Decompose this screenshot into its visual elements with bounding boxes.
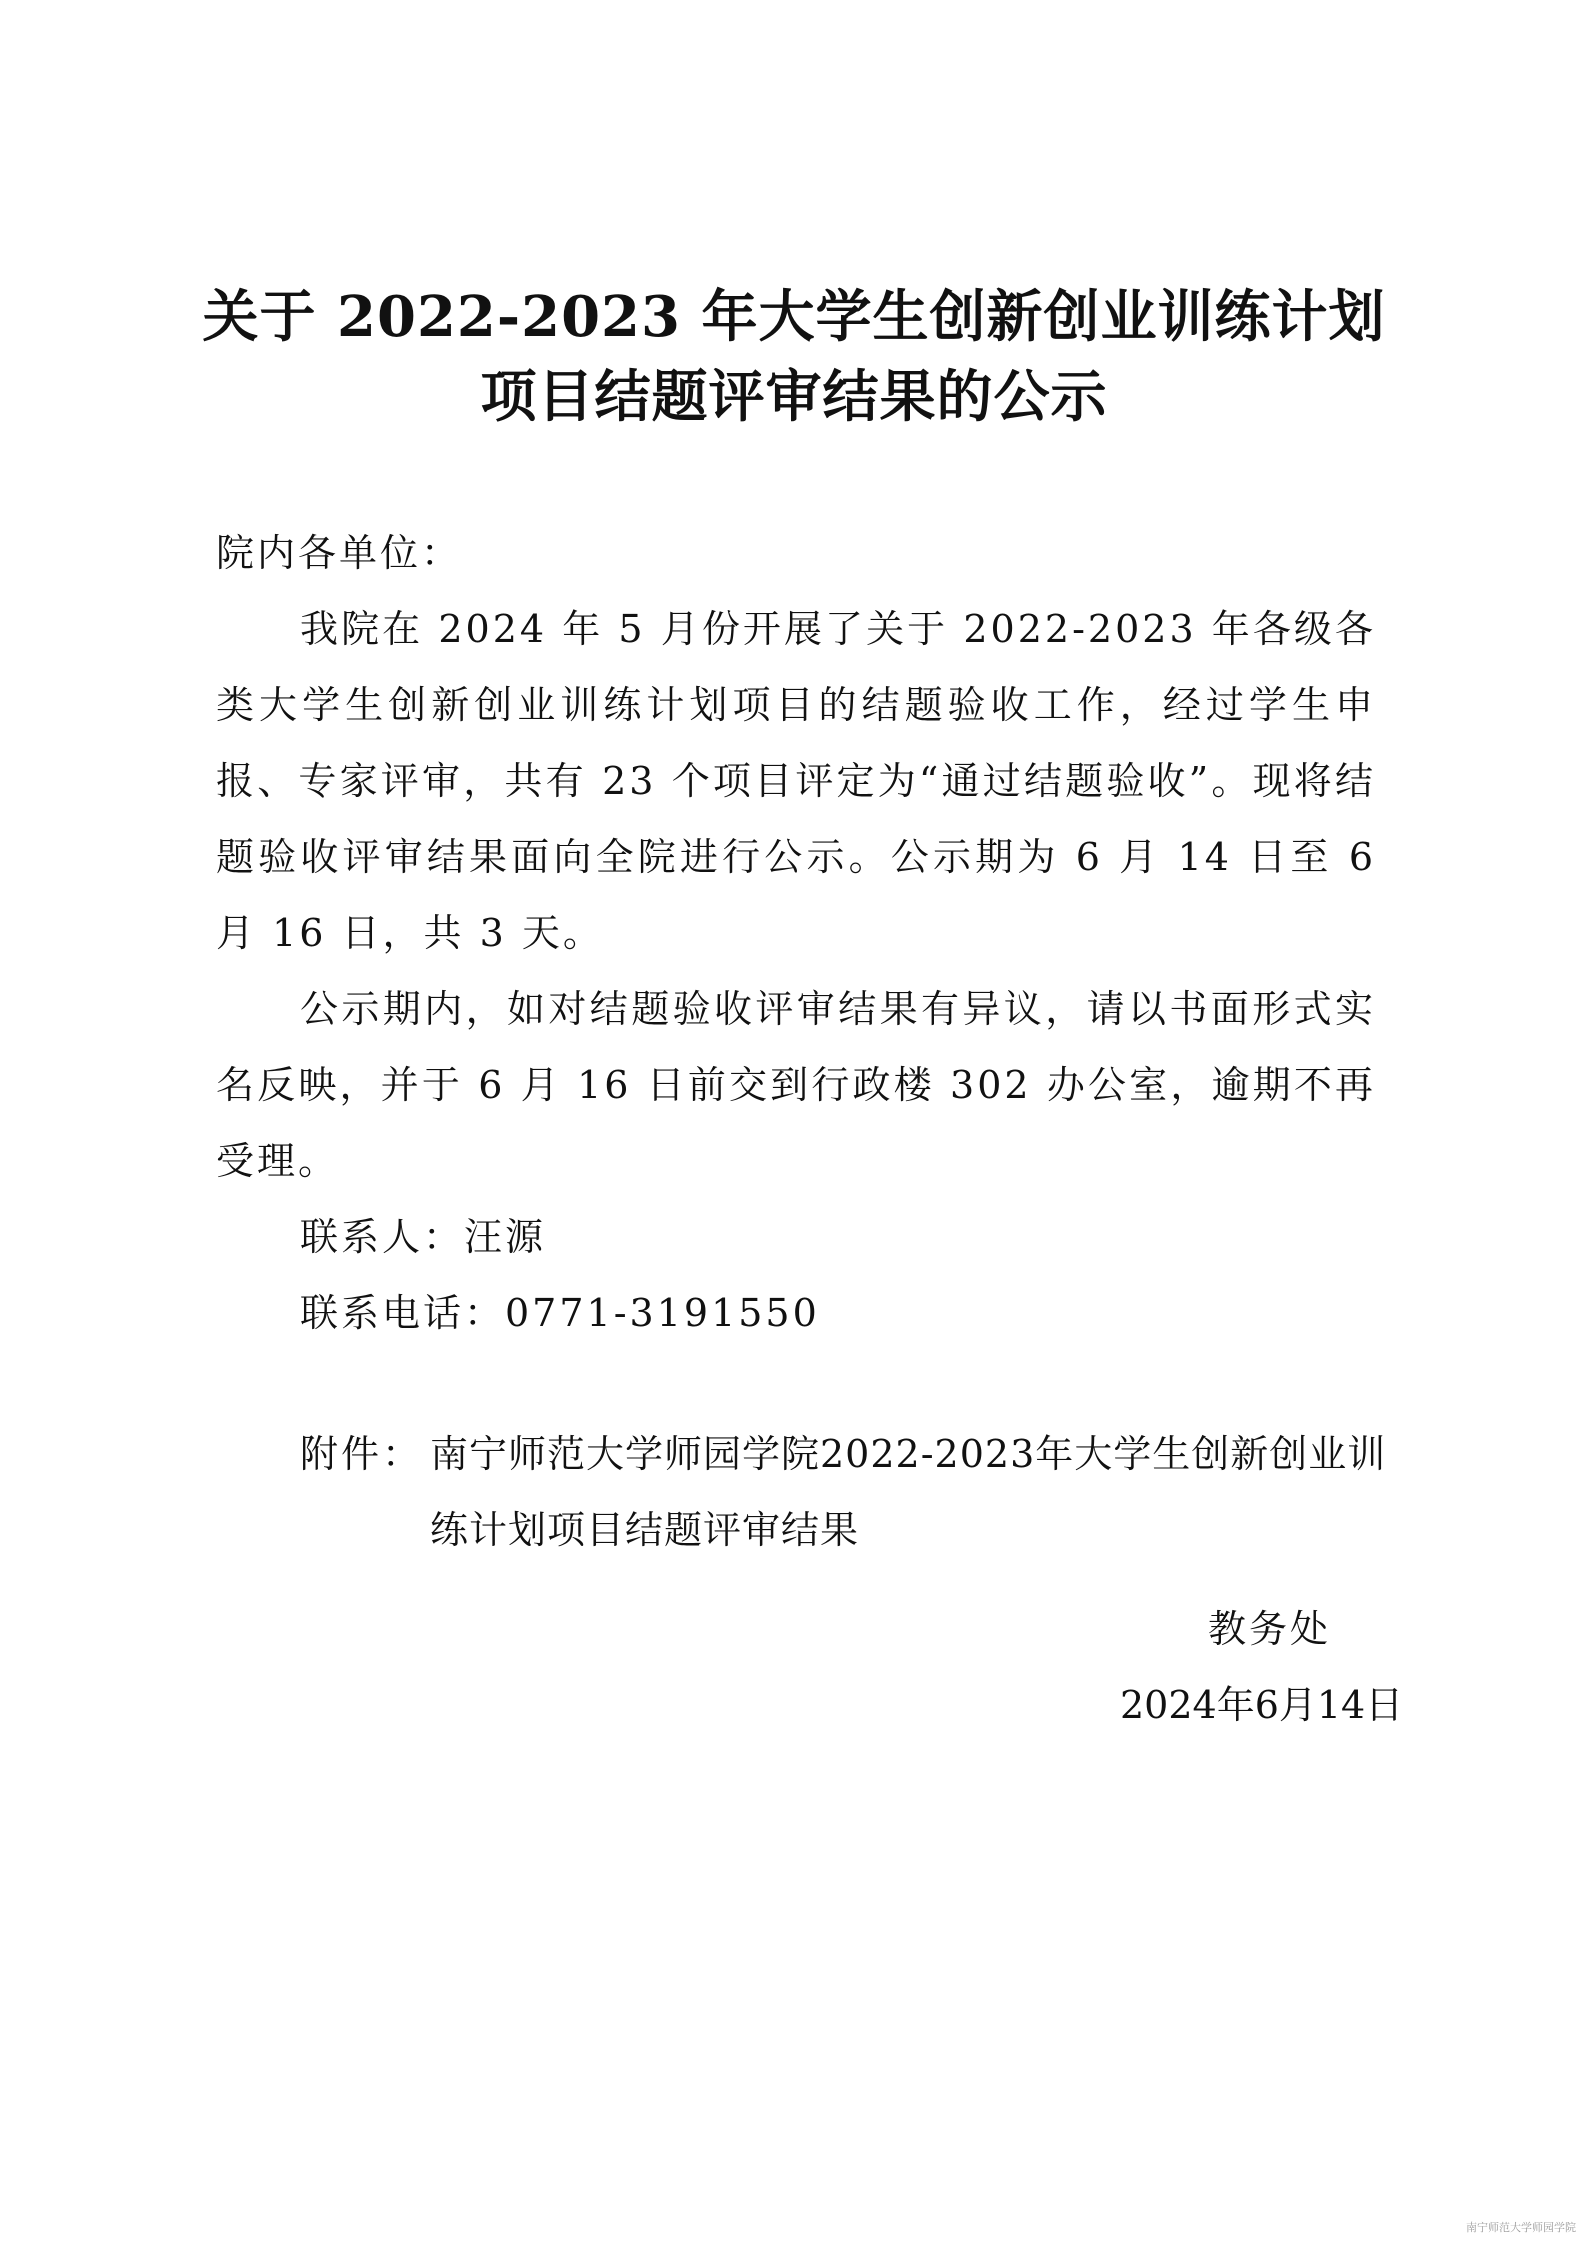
contact-person: 联系人：汪源: [300, 1215, 547, 1259]
document-title-line2: 项目结题评审结果的公示: [480, 364, 1108, 430]
document-title-line1: 关于 2022-2023 年大学生创新创业训练计划: [202, 284, 1386, 350]
watermark-text: 南宁师范大学师园学院: [1466, 2221, 1576, 2234]
signature-department: 教务处: [1208, 1607, 1332, 1651]
attachment-text: 南宁师范大学师园学院2022-2023年大学生创新创业训练计划项目结题评审结果: [430, 1432, 1387, 1552]
body-paragraph-2: 公示期内，如对结题验收评审结果有异议，请以书面形式实名反映，并于 6 月 16 日前交到行政楼 302 办公室，逾期不再受理。: [216, 987, 1376, 1183]
body-paragraph-1: 我院在 2024 年 5 月份开展了关于 2022-2023 年各级各类大学生创新创业训练计划项目的结题验收工作，经过学生申报、专家评审，共有 23 个项目评定为“通过结题验收”。现将结题验收评审结果面向全院进行公示。公示期为 6 月 14 日至 6 月 16 日，共 3 天。: [216, 607, 1376, 955]
contact-phone: 联系电话：0771-3191550: [300, 1291, 820, 1335]
attachment-label: 附件：: [300, 1432, 424, 1476]
salutation: 院内各单位：: [216, 531, 463, 575]
signature-date: 2024年6月14日: [1120, 1683, 1404, 1727]
